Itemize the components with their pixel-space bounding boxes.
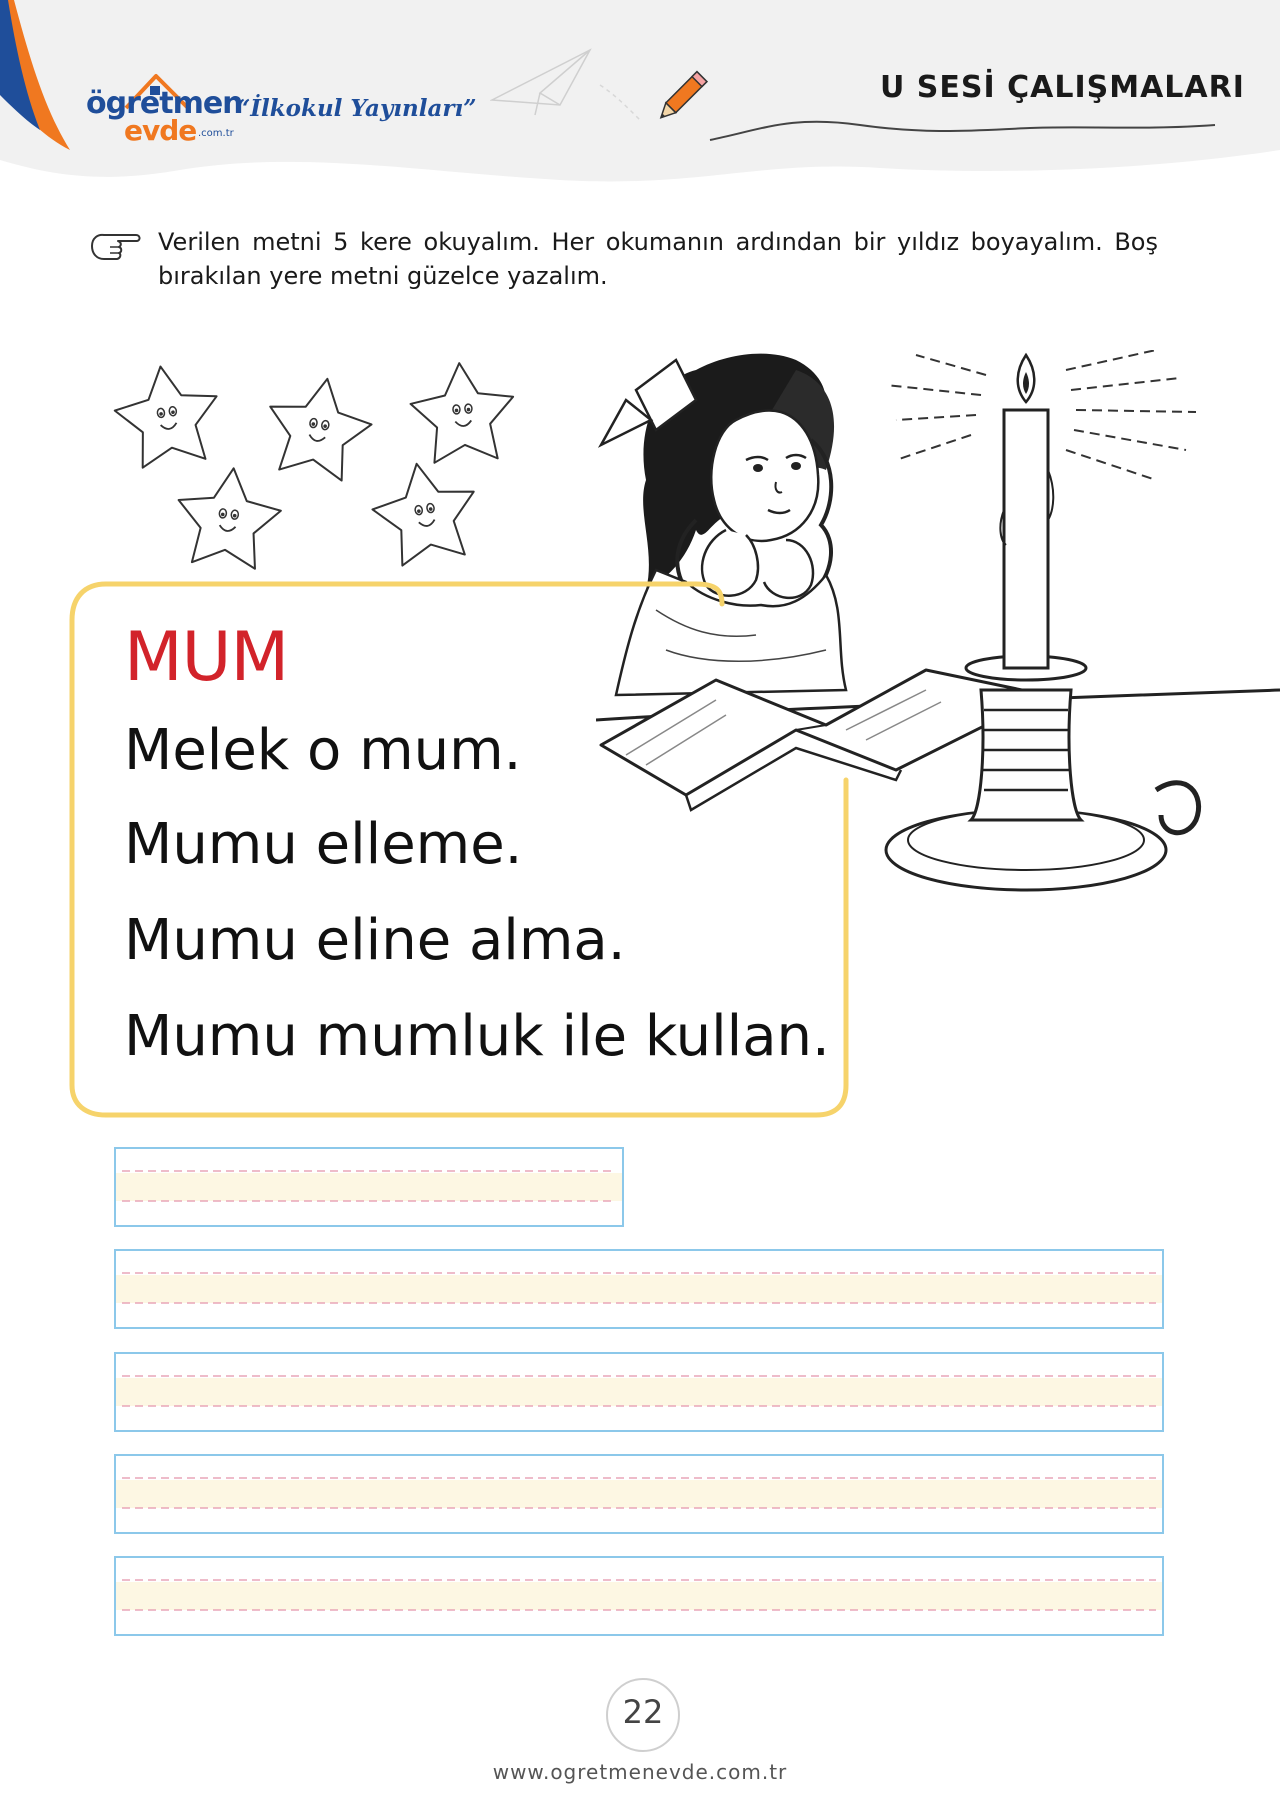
logo-word-evde: evde [124, 114, 197, 147]
writing-line-5[interactable] [114, 1556, 1164, 1636]
page-number: 22 [622, 1693, 664, 1731]
smiling-star-icon[interactable] [408, 362, 517, 464]
smiling-star-icon[interactable] [366, 455, 484, 569]
paper-plane-icon [490, 45, 650, 125]
story-line-1: Melek o mum. [124, 718, 522, 783]
writing-line-1[interactable] [114, 1147, 624, 1227]
story-title: MUM [124, 618, 289, 697]
pointing-hand-icon [88, 224, 144, 268]
smiling-star-icon[interactable] [110, 362, 225, 470]
writing-line-3[interactable] [114, 1352, 1164, 1432]
writing-line-2[interactable] [114, 1249, 1164, 1329]
story-line-3: Mumu eline alma. [124, 908, 626, 973]
logo-word-ogretmen: ögretmen [86, 86, 243, 121]
writing-line-4[interactable] [114, 1454, 1164, 1534]
smiling-star-icon[interactable] [260, 370, 378, 484]
logo-tld: .com.tr [198, 128, 234, 139]
story-line-2: Mumu elleme. [124, 812, 523, 877]
pencil-icon [650, 70, 710, 130]
page-title: U SESİ ÇALIŞMALARI [880, 70, 1245, 105]
publisher-name: “İlkokul Yayınları” [237, 95, 477, 122]
reading-stars [108, 362, 528, 592]
footer-url[interactable]: www.ogretmenevde.com.tr [492, 1760, 788, 1784]
brand-logo[interactable] [86, 70, 243, 160]
story-line-4: Mumu mumluk ile kullan. [124, 1004, 830, 1069]
smiling-star-icon[interactable] [172, 463, 284, 571]
instruction-text: Verilen metni 5 kere okuyalım. Her okumanın ardından bir yıldız boyayalım. Boş bırakılan yere metni güzelce yazalım. [158, 228, 1158, 290]
